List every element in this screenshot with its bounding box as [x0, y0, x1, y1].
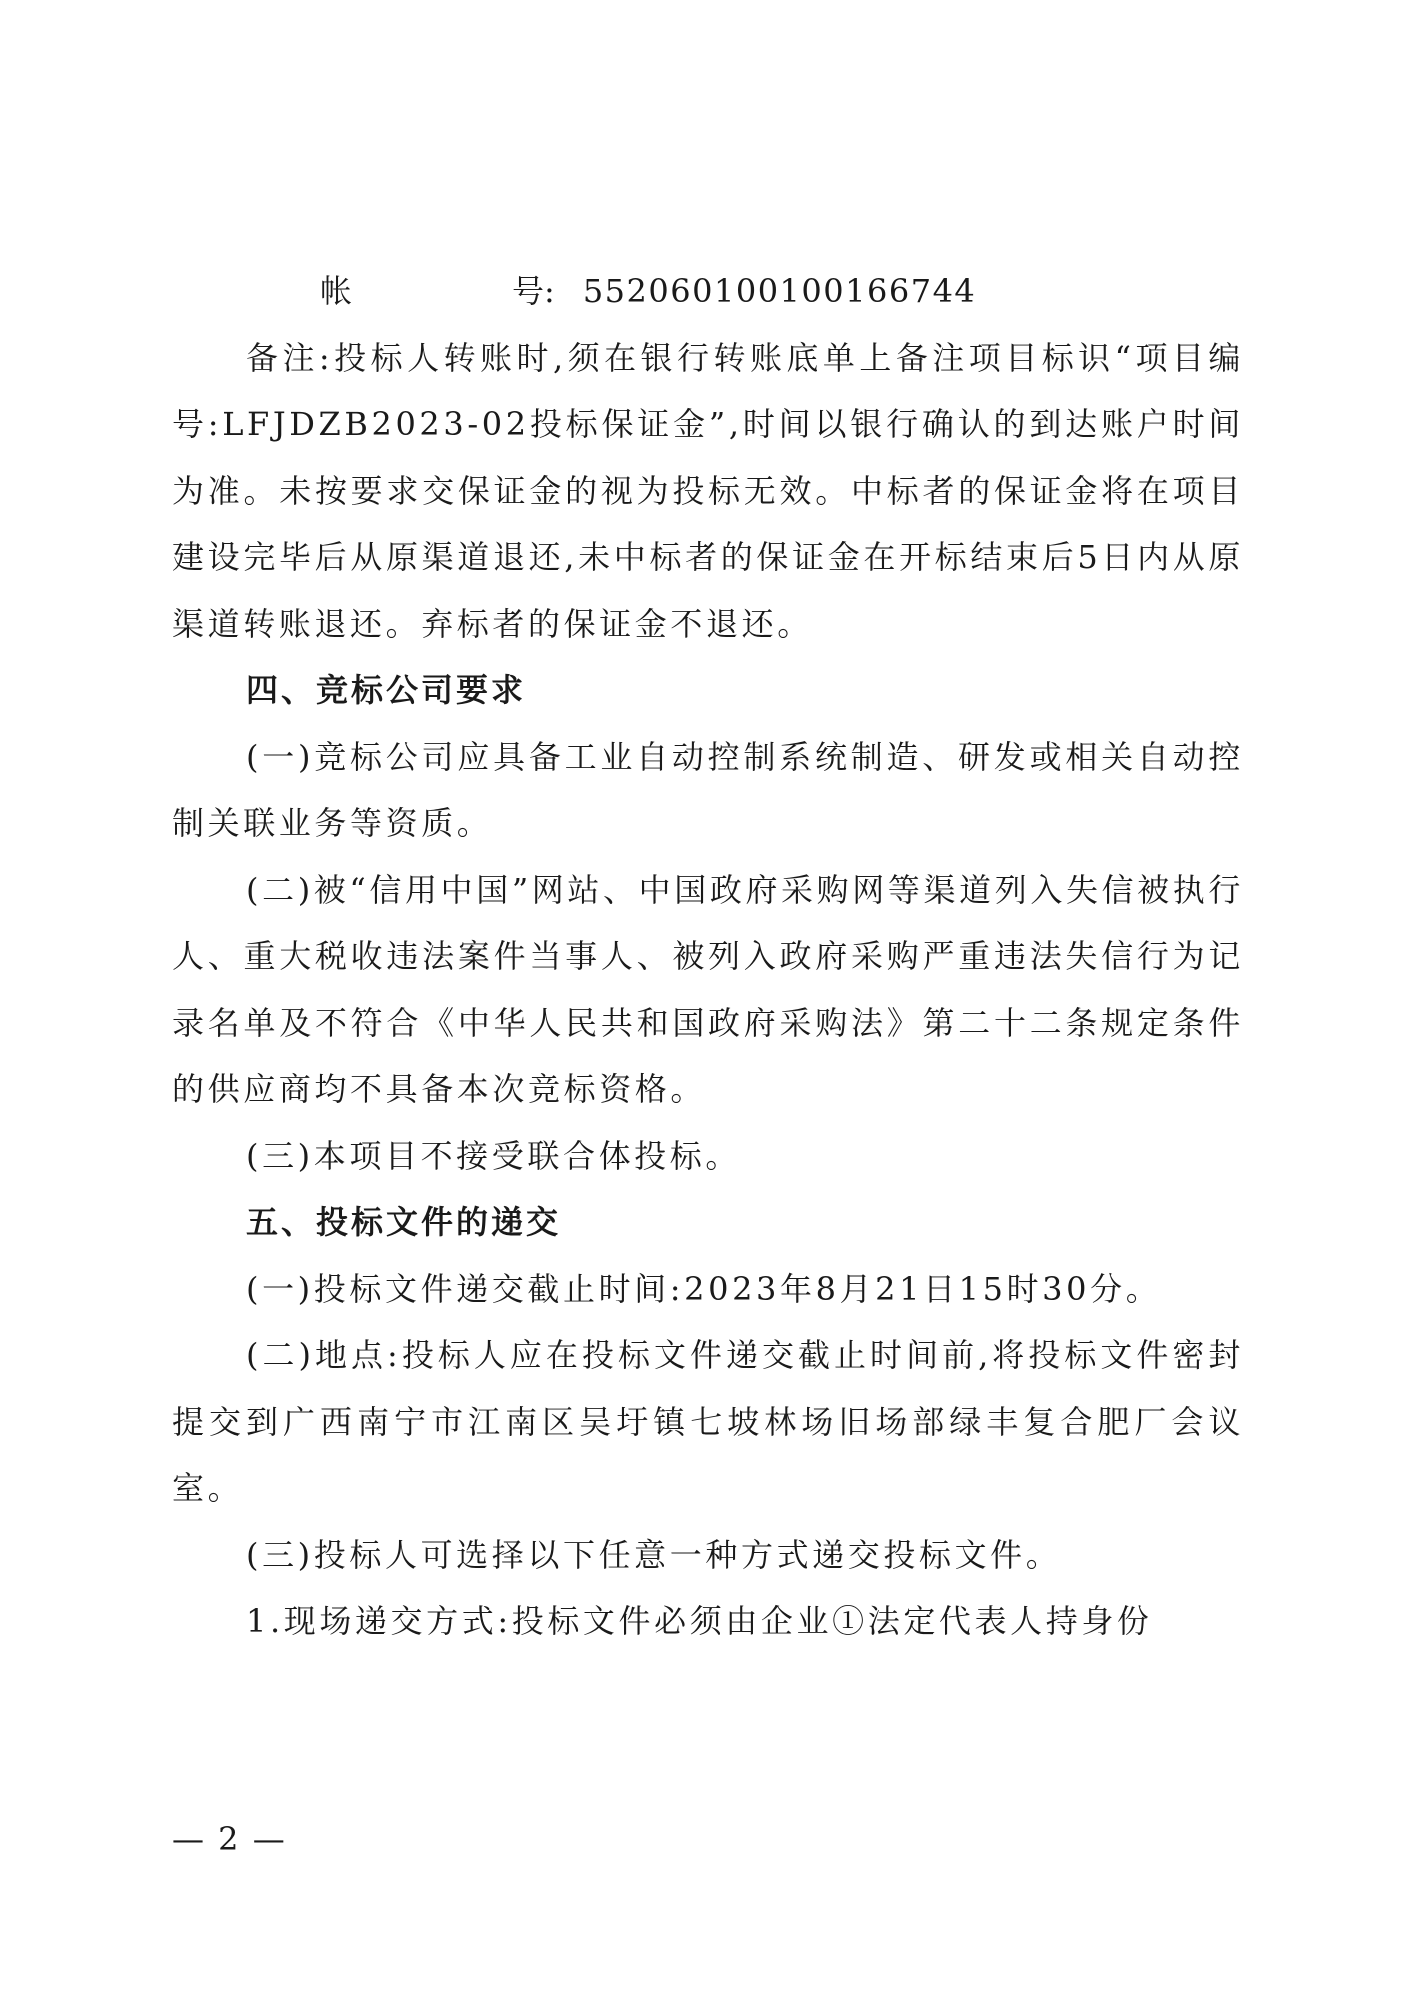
requirement-2: (二)被“信用中国”网站、中国政府采购网等渠道列入失信被执行人、重大税收违法案件当事人、被列入政府采购严重违法失信行为记录名单及不符合《中华人民共和国政府采购法》第二十二条规定条件的供应商均不具备本次竞标资格。 — [172, 870, 1244, 1108]
document-body — [172, 258, 1244, 1655]
onsite-submission-item: 1.现场递交方式:投标文件必须由企业①法定代表人持身份 — [246, 1602, 1153, 1640]
section-heading-4: 四、竞标公司要求 — [246, 671, 527, 709]
account-label-char1: 帐 — [320, 272, 353, 310]
submission-methods: (三)投标人可选择以下任意一种方式递交投标文件。 — [246, 1535, 1062, 1574]
note-paragraph: 备注:投标人转账时,须在银行转账底单上备注项目标识“项目编号:LFJDZB2023-02投标保证金”,时间以银行确认的到达账户时间为准。未按要求交保证金的视为投标无效。中标者的保证金将在项目建设完毕后从原渠道退还,未中标者的保证金在开标结束后5日内从原渠道转账退还。弃标者的保证金不退还。 — [172, 338, 1244, 643]
submission-deadline: (一)投标文件递交截止时间:2023年8月21日15时30分。 — [246, 1269, 1162, 1308]
section-heading-5: 五、投标文件的递交 — [246, 1203, 562, 1241]
requirement-1: (一)竞标公司应具备工业自动控制系统制造、研发或相关自动控制关联业务等资质。 — [172, 737, 1244, 842]
requirement-3: (三)本项目不接受联合体投标。 — [246, 1136, 741, 1175]
submission-location: (二)地点:投标人应在投标文件递交截止时间前,将投标文件密封提交到广西南宁市江南区吴圩镇七坡林场旧场部绿丰复合肥厂会议室。 — [172, 1336, 1244, 1507]
account-label-char2: 号: — [512, 272, 555, 310]
account-number-value: 552060100100166744 — [582, 272, 977, 310]
account-number-line — [172, 258, 1244, 325]
page-number: — 2 — — [172, 1820, 287, 1858]
